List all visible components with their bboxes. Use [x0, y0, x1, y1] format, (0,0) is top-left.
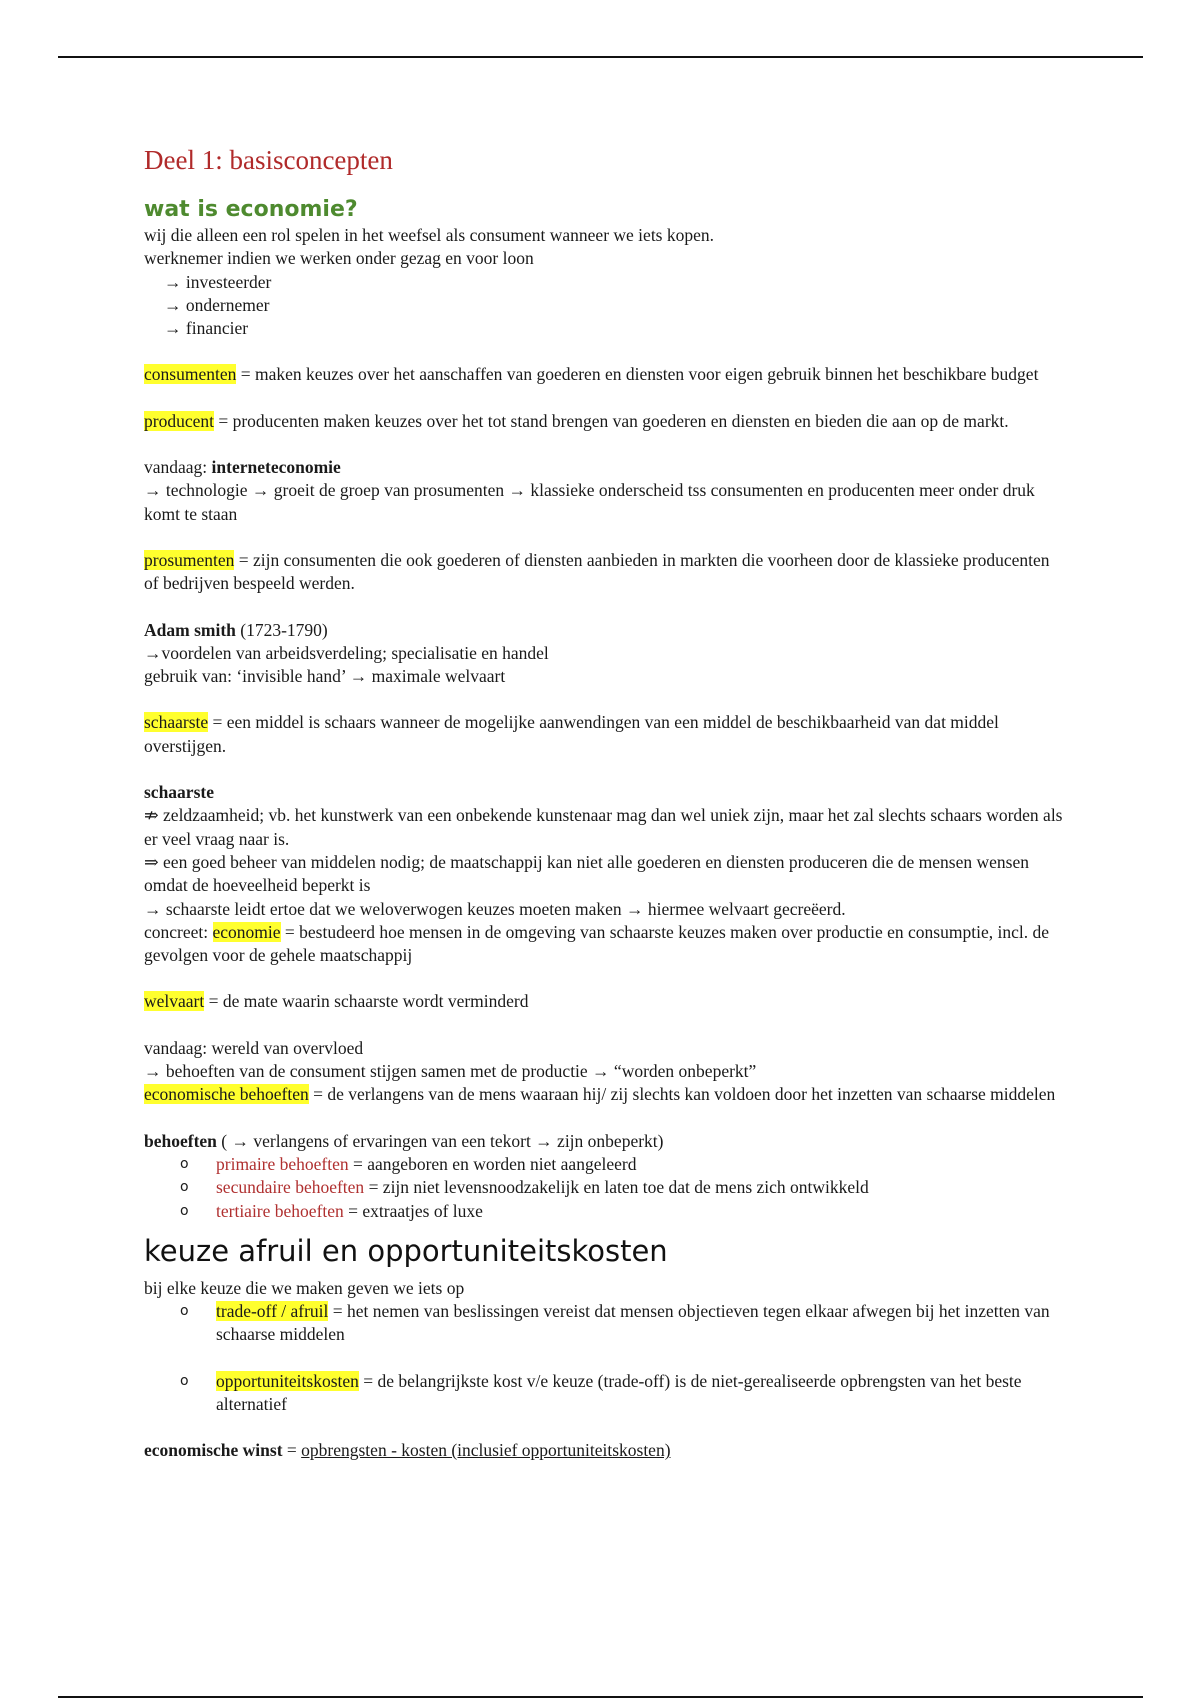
term-economie: economie — [212, 921, 281, 942]
concreet-label: concreet: — [144, 921, 213, 942]
definition-economie — [144, 921, 1064, 968]
def-economische-behoeften: = de verlangens van de mens waaraan hij/ zij slechts kan voldoen door het inzetten van schaarse middelen — [308, 1084, 1056, 1105]
list-item — [144, 1300, 1064, 1347]
header-rule — [58, 56, 1143, 58]
bullet-icon: o — [180, 1179, 189, 1196]
definition-consumenten — [144, 363, 1064, 386]
def-welvaart: = de mate waarin schaarste wordt verminderd — [204, 991, 529, 1012]
def-trade-off: = het nemen van beslissingen vereist dat mensen objectieven tegen elkaar afwegen bij het inzetten van schaarse middelen — [216, 1301, 1050, 1345]
def-primaire-behoeften: = aangeboren en worden niet aangeleerd — [348, 1153, 637, 1174]
schaarste-subheading: schaarste — [144, 782, 214, 803]
def-consumenten: = maken keuzes over het aanschaffen van goederen en diensten voor eigen gebruik binnen het beschikbare budget — [236, 364, 1039, 385]
footer-rule — [58, 1696, 1143, 1698]
schaarste-line-3: → schaarste leidt ertoe dat we weloverwogen keuzes moeten maken → hiermee welvaart gecreëerd. — [144, 898, 846, 919]
role-item: → ondernemer — [164, 294, 270, 315]
behoeften-term: behoeften — [144, 1130, 217, 1151]
economische-winst-term: economische winst — [144, 1440, 283, 1461]
term-tertiaire-behoeften: tertiaire behoeften — [216, 1200, 344, 1221]
term-opportuniteitskosten: opportuniteitskosten — [216, 1370, 359, 1391]
list-item — [144, 1370, 1064, 1417]
section-heading-keuze-afruil: keuze afruil en opportuniteitskosten — [144, 1233, 668, 1268]
definition-economische-behoeften — [144, 1083, 1064, 1106]
definition-schaarste — [144, 711, 1064, 758]
adam-smith-heading — [144, 619, 1064, 642]
intro-line-2: werknemer indien we werken onder gezag en voor loon — [144, 248, 534, 269]
term-consumenten: consumenten — [144, 364, 237, 385]
smith-line-2: gebruik van: ‘invisible hand’ → maximale welvaart — [144, 666, 506, 687]
term-primaire-behoeften: primaire behoeften — [216, 1153, 349, 1174]
schaarste-line-1: ⇏ zeldzaamheid; vb. het kunstwerk van een onbekende kunstenaar mag dan wel uniek zijn, maar het zal slechts schaars worden als er veel vraag naar is. — [144, 805, 1063, 849]
section-heading-wat-is-economie: wat is economie? — [144, 197, 358, 222]
bullet-icon: o — [180, 1303, 189, 1320]
def-schaarste: = een middel is schaars wanneer de mogelijke aanwendingen van een middel de beschikbaarheid van dat middel overstijgen. — [144, 712, 999, 756]
schaarste-line-2: ⇒ een goed beheer van middelen nodig; de maatschappij kan niet alle goederen en diensten produceren die de mensen wensen omdat de hoeveelheid beperkt is — [144, 851, 1029, 896]
intro-line-1: wij die alleen een rol spelen in het weefsel als consument wanneer we iets kopen. — [144, 225, 715, 245]
def-tertiaire-behoeften: = extraatjes of luxe — [343, 1200, 483, 1221]
term-economische-behoeften: economische behoeften — [144, 1084, 309, 1105]
definition-producent — [144, 410, 1064, 433]
bullet-icon: o — [180, 1202, 189, 1219]
interneteconomie-term: interneteconomie — [211, 457, 341, 478]
term-welvaart: welvaart — [144, 991, 205, 1012]
section2-intro: bij elke keuze die we maken geven we iets op — [144, 1277, 465, 1298]
role-item: → investeerder — [164, 271, 272, 292]
term-trade-off: trade-off / afruil — [216, 1301, 329, 1322]
vandaag-interneteconomie — [144, 456, 1064, 479]
page-title: Deel 1: basisconcepten — [144, 145, 393, 175]
vandaag-line: → technologie → groeit de groep van prosumenten → klassieke onderscheid tss consumenten en producenten meer onder druk komt te staan — [144, 480, 1035, 524]
smith-line-1: →voordelen van arbeidsverdeling; specialisatie en handel — [144, 642, 549, 663]
list-item — [144, 1176, 1064, 1199]
def-producent: = producenten maken keuzes over het tot stand brengen van goederen en diensten en bieden die aan op de markt. — [213, 410, 1009, 431]
def-prosumenten: = zijn consumenten die ook goederen of diensten aanbieden in markten die voorheen door de klassieke producenten of bedrijven bespeeld werden. — [144, 549, 1050, 594]
list-item — [144, 1153, 1064, 1176]
economische-winst-formula: opbrengsten - kosten (inclusief opportuniteitskosten) — [301, 1440, 671, 1461]
bullet-icon: o — [180, 1372, 189, 1389]
term-prosumenten: prosumenten — [144, 549, 235, 570]
def-economie: = bestudeerd hoe mensen in de omgeving van schaarste keuzes maken over productie en consumptie, incl. de gevolgen voor de gehele maatschappij — [144, 921, 1049, 966]
overvloed-line-2: → behoeften van de consument stijgen samen met de productie → “worden onbeperkt” — [144, 1061, 757, 1082]
term-producent: producent — [144, 410, 214, 431]
vandaag-label: vandaag: — [144, 457, 212, 478]
roles-list — [144, 271, 1064, 341]
list-item — [144, 1200, 1064, 1223]
economische-winst — [144, 1439, 1064, 1462]
bullet-icon: o — [180, 1155, 189, 1172]
role-item: → financier — [164, 318, 249, 339]
adam-smith-years: (1723-1790) — [235, 619, 328, 640]
behoeften-rest: ( → verlangens of ervaringen van een tekort → zijn onbeperkt) — [216, 1130, 664, 1151]
document-page — [144, 142, 1064, 1463]
definition-prosumenten — [144, 549, 1064, 596]
adam-smith-name: Adam smith — [144, 619, 236, 640]
def-secundaire-behoeften: = zijn niet levensnoodzakelijk en laten toe dat de mens zich ontwikkeld — [364, 1177, 869, 1198]
overvloed-line-1: vandaag: wereld van overvloed — [144, 1037, 364, 1058]
definition-welvaart — [144, 990, 1064, 1013]
term-secundaire-behoeften: secundaire behoeften — [216, 1177, 365, 1198]
def-opportuniteitskosten: = de belangrijkste kost v/e keuze (trade-off) is de niet-gerealiseerde opbrengsten van het beste alternatief — [216, 1370, 1022, 1414]
behoeften-heading — [144, 1130, 1064, 1153]
term-schaarste: schaarste — [144, 712, 209, 733]
economische-winst-eq: = — [282, 1440, 302, 1461]
